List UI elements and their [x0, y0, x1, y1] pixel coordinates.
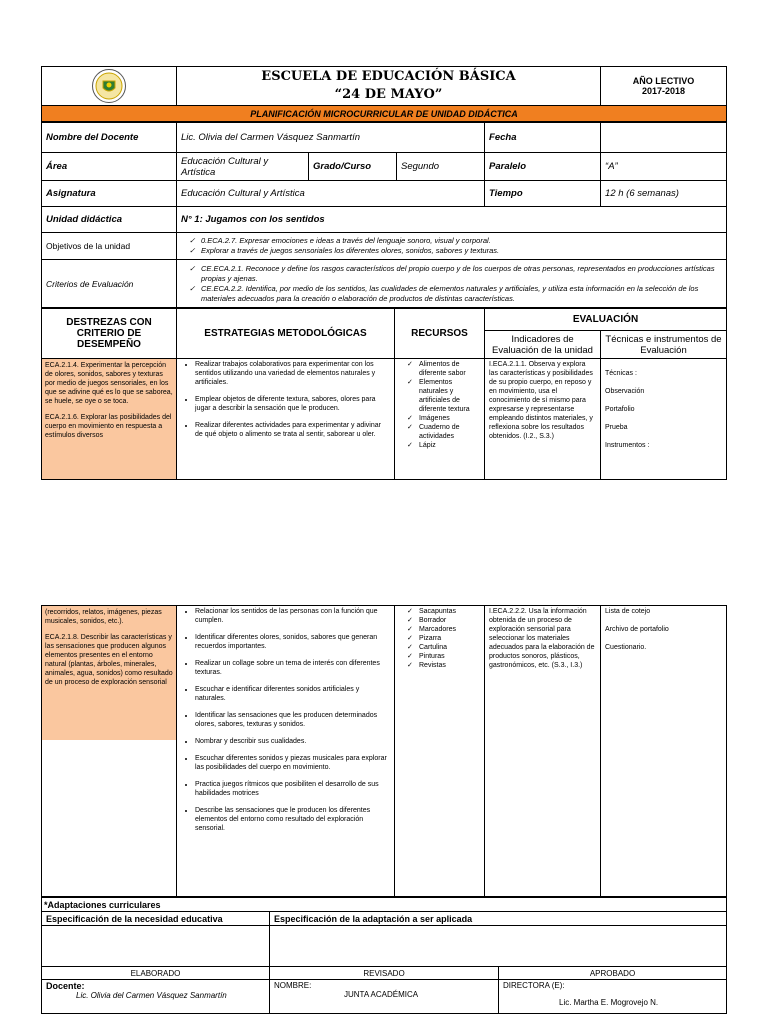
- revisado-label: REVISADO: [270, 967, 499, 980]
- recurso-item: ✓ Pizarra: [409, 634, 480, 643]
- directora-name: Lic. Martha E. Mogrovejo N.: [559, 998, 659, 1007]
- docente-value: Lic. Olivia del Carmen Vásquez Sanmartín: [177, 123, 485, 153]
- destreza-item: ECA.2.1.8. Describir las características y las sensaciones que producen algunos elementos presentes en el entorno natural (plantas, árboles, minerales, animales, agua, sonidos) como resultado de un proceso de exploración sensorial: [45, 634, 173, 686]
- unidad-label: Unidad didáctica: [42, 207, 177, 233]
- adaptaciones-table: [41, 897, 727, 1014]
- estrategia-item: • Realizar trabajos colaborativos para experimentar con los sentidos utilizando una variedad de elementos naturales y artificiales.: [195, 360, 390, 387]
- grado-value: Segundo: [397, 153, 485, 181]
- estrategia-item: • Escuchar diferentes sonidos y piezas musicales para explorar las posibilidades del cuerpo en movimiento.: [195, 754, 390, 772]
- elaborado-label: ELABORADO: [42, 967, 270, 980]
- adaptacion-value: [270, 926, 727, 967]
- destrezas-cell: [42, 359, 177, 480]
- indicador-cell: I.ECA.2.1.1. Observa y explora las características y posibilidades de su propio cuerpo, en reposo y en movimiento, usa el conocimiento de sí mismo para expresarse y representarse empleando distintos materiales, y reflexiona sobre los resultados obtenidos. (I.2., S.3.): [485, 359, 601, 480]
- tiempo-label: Tiempo: [485, 181, 601, 207]
- recurso-item: ✓ Alimentos de diferente sabor: [409, 360, 480, 378]
- tecnica-item: Lista de cotejo: [605, 608, 651, 615]
- tecnicas-header: Técnicas e instrumentos de Evaluación: [601, 331, 727, 359]
- asignatura-value: Educación Cultural y Artística: [177, 181, 485, 207]
- estrategia-item: • Identificar diferentes olores, sonidos, sabores que generan recuerdos importantes.: [195, 633, 390, 651]
- paralelo-value: “A”: [601, 153, 727, 181]
- directora-label: DIRECTORA (E):: [503, 981, 565, 990]
- docente-sign-label: Docente:: [46, 981, 85, 991]
- objetivo-item: ✓ 0.ECA.2.7. Expresar emociones e ideas a través del lenguaje sonoro, visual y corporal.: [191, 236, 722, 245]
- recursos-header: RECURSOS: [395, 309, 485, 359]
- criterio-item: ✓ CE.ECA.2.1. Reconoce y define los rasgos característicos del propio cuerpo y de los cuerpos de otras personas, representados en producciones artísticas propias y ajenas.: [191, 264, 722, 284]
- criterio-item: ✓ CE.ECA.2.2. Identifica, por medio de los sentidos, las cualidades de elementos naturales y artificiales, y utiliza esta información en la selección de los materiales adecuados para la creación o elaboración de productos de distintas características.: [191, 284, 722, 304]
- area-label: Área: [42, 153, 177, 181]
- objetivos-label: Objetivos de la unidad: [42, 233, 177, 260]
- plan-title: PLANIFICACIÓN MICROCURRICULAR DE UNIDAD DIDÁCTICA: [42, 106, 727, 122]
- estrategias-cell-2: [177, 606, 395, 897]
- year-cell: [601, 67, 727, 106]
- school-name: ESCUELA DE EDUCACIÓN BÁSICA: [261, 69, 516, 84]
- destrezas-highlight: [42, 606, 176, 740]
- revisado-sign-cell: [270, 980, 499, 1014]
- recurso-item: ✓ Lápiz: [409, 441, 480, 450]
- year-label: AÑO LECTIVO: [632, 76, 695, 86]
- fecha-label: Fecha: [485, 123, 601, 153]
- tecnicas-cell-2: [601, 606, 727, 897]
- estrategias-header: ESTRATEGIAS METODOLÓGICAS: [177, 309, 395, 359]
- tecnica-item: Archivo de portafolio: [605, 626, 669, 633]
- estrategias-cell: [177, 359, 395, 480]
- tecnica-item: Instrumentos :: [605, 442, 650, 449]
- criterios-list: [177, 260, 727, 308]
- junta-name: JUNTA ACADÉMICA: [344, 990, 419, 999]
- docente-sign-name: Lic. Olivia del Carmen Vásquez Sanmartín: [76, 991, 227, 1000]
- destrezas-cell-2: [42, 606, 177, 897]
- logo-cell: [42, 67, 177, 106]
- recurso-item: ✓ Cuaderno de actividades: [409, 423, 480, 441]
- recursos-cell-2: [395, 606, 485, 897]
- indicadores-header: Indicadores de Evaluación de la unidad: [485, 331, 601, 359]
- estrategia-item: • Realizar un collage sobre un tema de interés con diferentes texturas.: [195, 659, 390, 677]
- school-title: [177, 67, 601, 106]
- estrategia-item: • Nombrar y describir sus cualidades.: [195, 737, 390, 746]
- tecnica-item: Portafolio: [605, 406, 635, 413]
- recurso-item: ✓ Sacapuntas: [409, 607, 480, 616]
- unidad-value: N° 1: Jugamos con los sentidos: [177, 207, 727, 233]
- estrategia-item: • Practica juegos rítmicos que posibiliten el desarrollo de sus habilidades motrices: [195, 780, 390, 798]
- aprobado-sign-cell: [499, 980, 727, 1014]
- recurso-item: ✓ Pinturas: [409, 652, 480, 661]
- tecnica-item: Observación: [605, 388, 645, 395]
- school-subname: “24 DE MAYO”: [334, 87, 443, 102]
- recurso-item: ✓ Revistas: [409, 661, 480, 670]
- recurso-item: ✓ Imágenes: [409, 414, 480, 423]
- objetivo-item: ✓ Explorar a través de juegos sensoriales los diferentes olores, sonidos, sabores y texturas.: [191, 246, 722, 255]
- destreza-item: ECA.2.1.6. Explorar las posibilidades del cuerpo en movimiento en respuesta a estímulos diversos: [45, 414, 172, 439]
- adaptacion-header: Especificación de la adaptación a ser aplicada: [270, 912, 727, 926]
- recurso-item: ✓ Cartulina: [409, 643, 480, 652]
- destreza-item: (recorridos, relatos, imágenes, piezas musicales, sonidos, etc.).: [45, 609, 162, 625]
- adaptaciones-title: *Adaptaciones curriculares: [42, 898, 727, 912]
- recurso-item: ✓ Borrador: [409, 616, 480, 625]
- tecnica-item: Técnicas :: [605, 370, 637, 377]
- estrategia-item: • Realizar diferentes actividades para experimentar y adivinar de qué objeto o alimento se trata al sentir, saborear u oler.: [195, 421, 390, 439]
- area-value: Educación Cultural y Artística: [177, 153, 309, 181]
- paralelo-label: Paralelo: [485, 153, 601, 181]
- necesidad-header: Especificación de la necesidad educativa: [42, 912, 270, 926]
- main-table-1: [41, 308, 727, 480]
- docente-label: Nombre del Docente: [42, 123, 177, 153]
- estrategia-item: • Relacionar los sentidos de las personas con la función que cumplen.: [195, 607, 390, 625]
- year-value: 2017-2018: [641, 86, 686, 96]
- tecnica-item: Cuestionario.: [605, 644, 647, 651]
- estrategia-item: • Escuchar e identificar diferentes sonidos artificiales y naturales.: [195, 685, 390, 703]
- planning-page-1: [41, 66, 726, 480]
- asignatura-label: Asignatura: [42, 181, 177, 207]
- planning-page-2: [41, 605, 726, 1014]
- fecha-value: [601, 123, 727, 153]
- info-table: [41, 122, 727, 308]
- nombre-label: NOMBRE:: [274, 981, 312, 990]
- criterios-label: Criterios de Evaluación: [42, 260, 177, 308]
- recurso-item: ✓ Marcadores: [409, 625, 480, 634]
- indicador-cell-2: I.ECA.2.2.2. Usa la información obtenida de un proceso de exploración sensorial para seleccionar los materiales adecuados para la elaboración de productos sonoros, plásticos, gastronómicos, etc. (S.3., I.3.): [485, 606, 601, 897]
- docente-sign-cell: [42, 980, 270, 1014]
- estrategia-item: • Emplear objetos de diferente textura, sabores, olores para jugar a describir la sensación que le producen.: [195, 395, 390, 413]
- destreza-item: ECA.2.1.4. Experimentar la percepción de olores, sonidos, sabores y texturas por medio de juegos sensoriales, en los que se adivine qué es lo que se saborea, se huele, se oye o se toca.: [45, 362, 173, 405]
- header-table: [41, 66, 727, 122]
- grado-label: Grado/Curso: [309, 153, 397, 181]
- main-table-2: [41, 605, 727, 897]
- school-logo-icon: [92, 69, 126, 103]
- objetivos-list: [177, 233, 727, 260]
- tecnica-item: Prueba: [605, 424, 628, 431]
- evaluacion-header: EVALUACIÓN: [485, 309, 727, 331]
- tiempo-value: 12 h (6 semanas): [601, 181, 727, 207]
- recurso-item: ✓ Elementos naturales y artificiales de diferente textura: [409, 378, 480, 414]
- aprobado-label: APROBADO: [499, 967, 727, 980]
- necesidad-value: [42, 926, 270, 967]
- recursos-cell: [395, 359, 485, 480]
- estrategia-item: • Identificar las sensaciones que les producen determinados olores, sabores, texturas y sonidos.: [195, 711, 390, 729]
- tecnicas-cell: [601, 359, 727, 480]
- destrezas-header: DESTREZAS CON CRITERIO DE DESEMPEÑO: [42, 309, 177, 359]
- estrategia-item: • Describe las sensaciones que le producen los diferentes elementos del entorno como resultado del exploración sensorial.: [195, 806, 390, 833]
